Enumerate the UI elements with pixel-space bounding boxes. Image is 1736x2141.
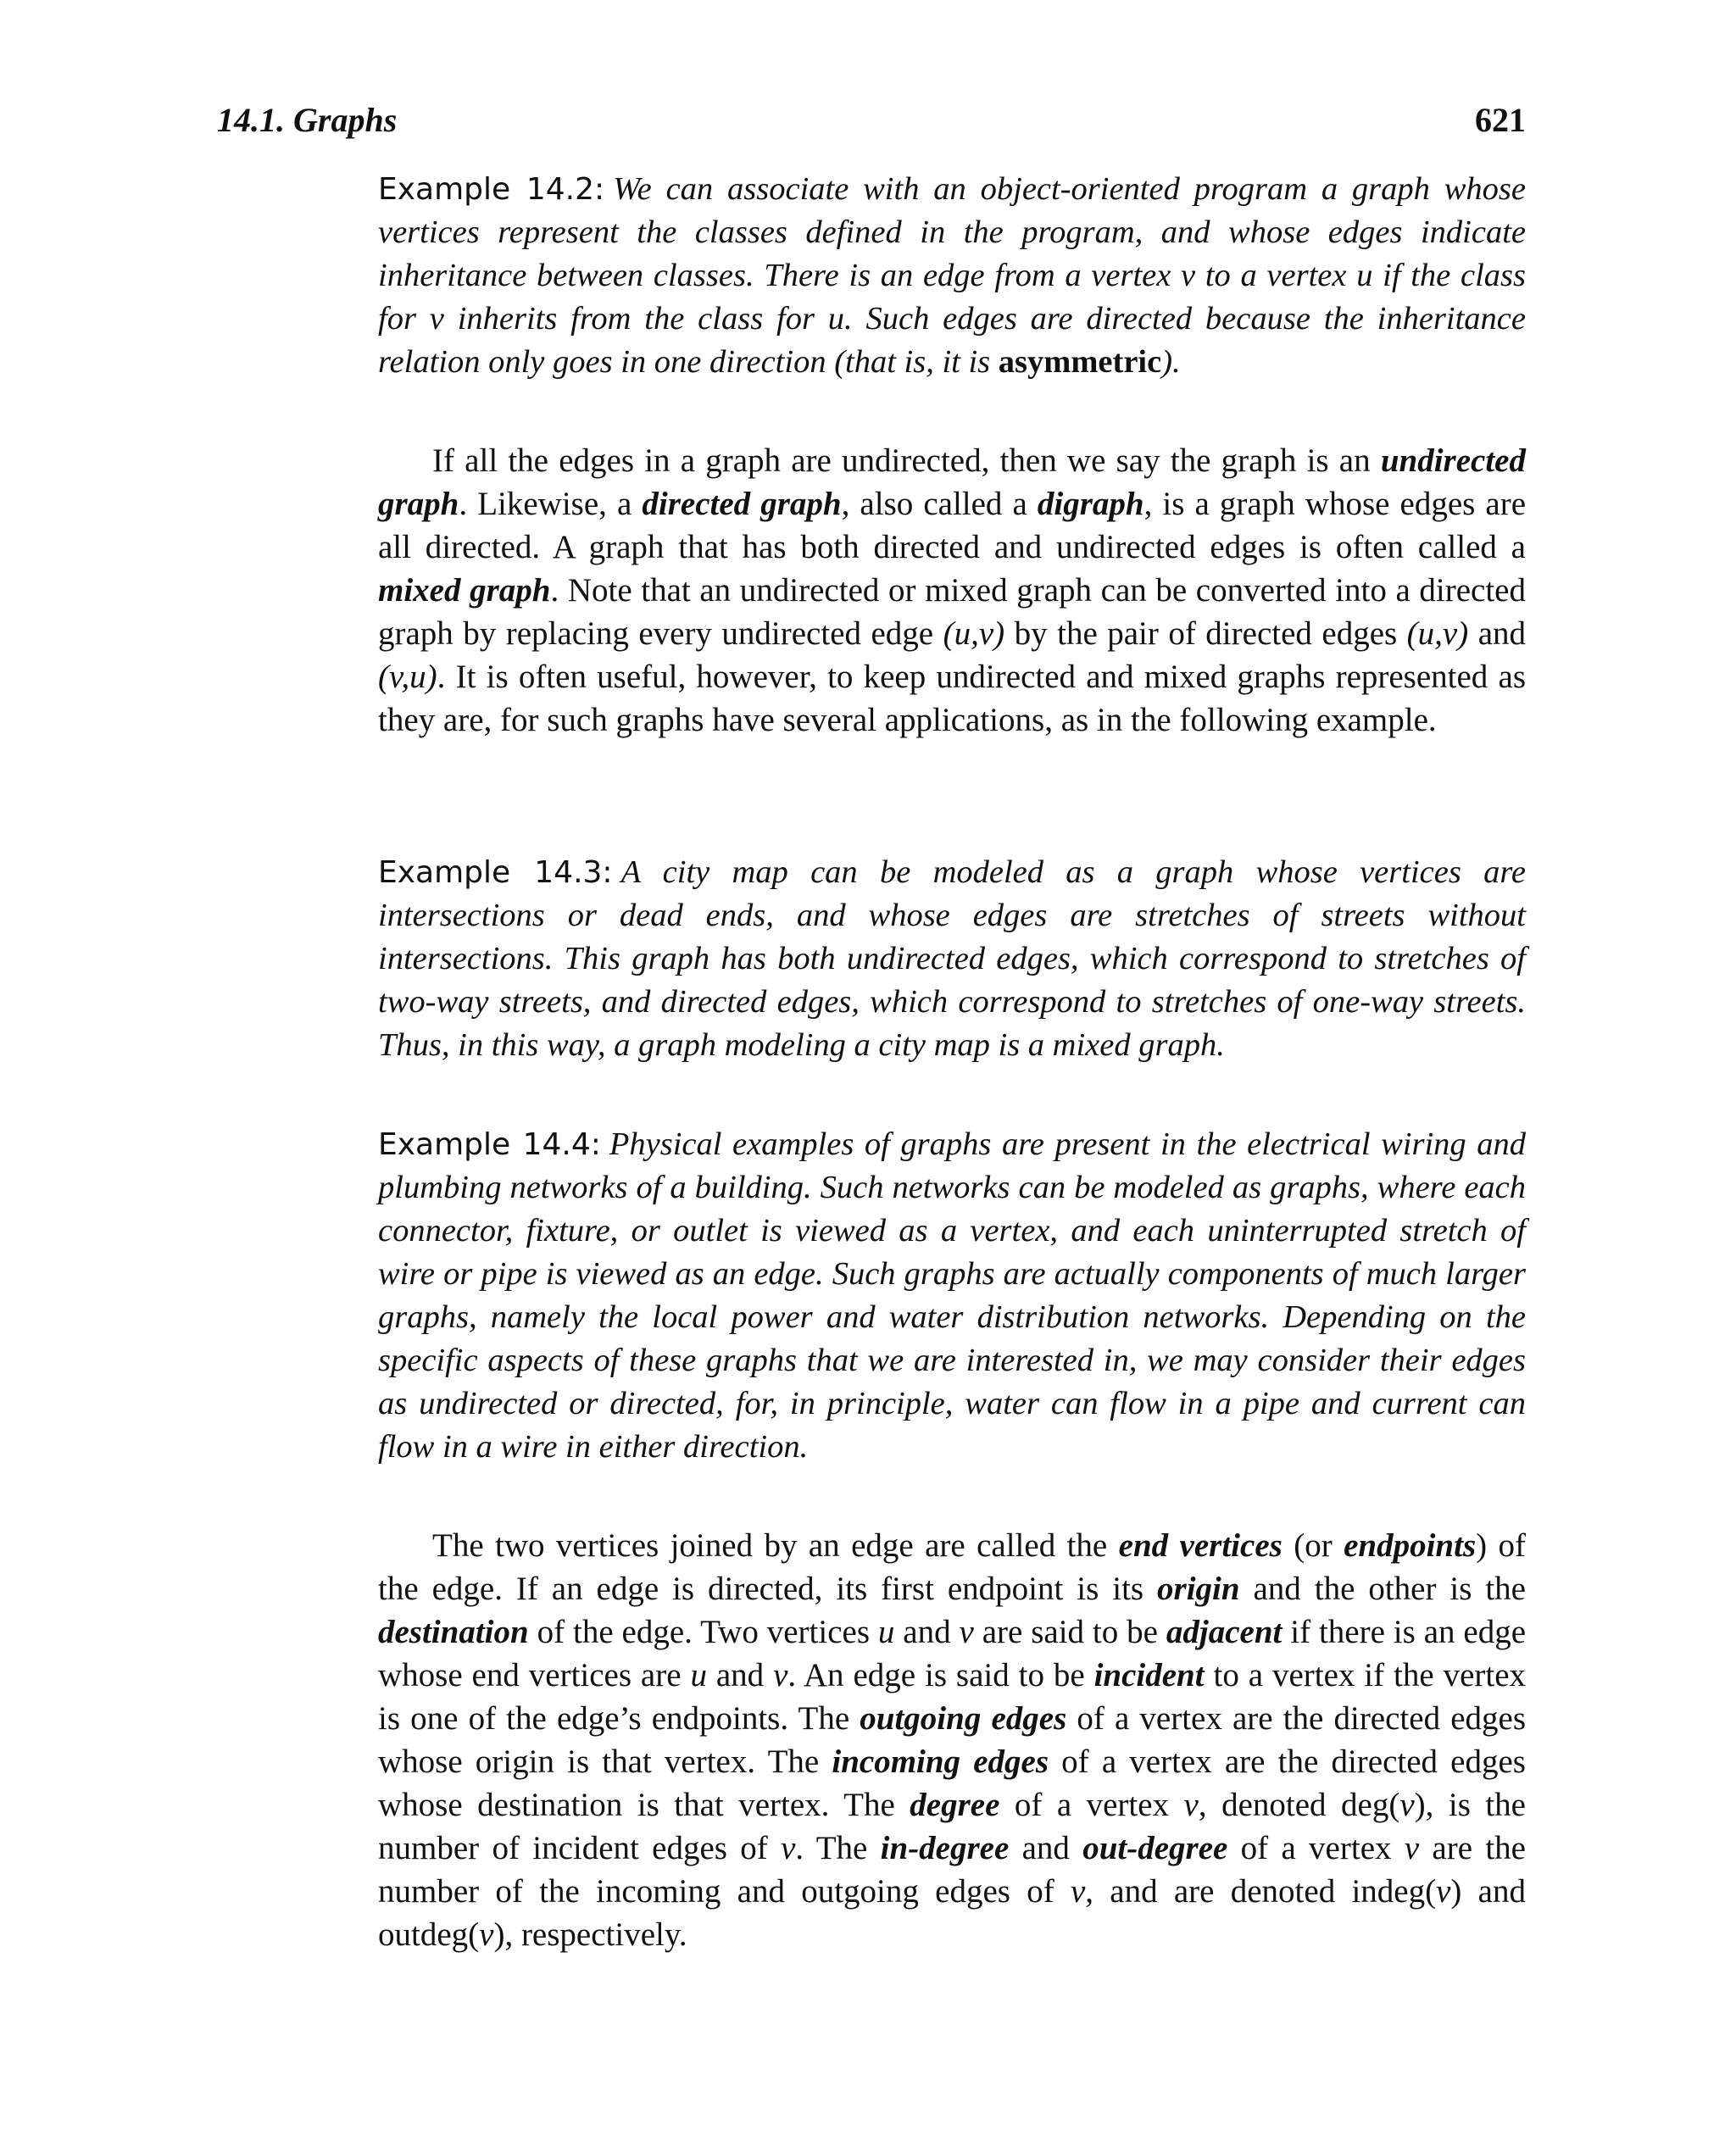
math-var: v — [1436, 1873, 1451, 1910]
text-run: by the pair of directed edges — [1004, 615, 1407, 652]
math-var: v — [781, 1830, 796, 1866]
term-end-vertices: end vertices — [1118, 1527, 1283, 1564]
text-run: A city map can be modeled as a graph whose vertices are intersections or dead ends, and whose edges are stretches of streets without intersections. This graph has both undirected edges, which correspond to stretches of two-way streets, and directed edges, which correspond to stretches of one-way streets. Thus, in this way, a graph modeling a city map is a mixed graph. — [378, 854, 1526, 1063]
math-edge: (u,v) — [1406, 615, 1469, 652]
term-directed-graph: directed graph — [642, 486, 842, 522]
term-outgoing-edges: outgoing edges — [860, 1700, 1067, 1737]
text-run: If all the edges in a graph are undirected, then we say the graph is an — [432, 442, 1381, 479]
text-run: are the number of the incoming and outgoing edges of — [378, 1830, 1526, 1910]
text-run: ), respectively. — [493, 1916, 687, 1953]
term-in-degree: in-degree — [880, 1830, 1010, 1866]
math-var: v — [1181, 258, 1196, 293]
text-run: of a vertex — [999, 1787, 1184, 1823]
text-run: , denoted deg( — [1198, 1787, 1400, 1823]
math-var: v — [959, 1614, 974, 1650]
math-var: u — [877, 1614, 895, 1650]
text-run: are said to be — [973, 1614, 1166, 1650]
math-edge: (u,v) — [943, 615, 1005, 652]
example-14-2 — [378, 168, 1526, 384]
text-run: if the class for — [378, 258, 1526, 336]
paragraph-vertex-definitions — [378, 1524, 1526, 1956]
term-origin: origin — [1157, 1571, 1240, 1607]
text-run: . The — [795, 1830, 881, 1866]
text-run: , and are denoted indeg( — [1085, 1873, 1437, 1910]
term-undirected-graph: undirected graph — [378, 442, 1526, 522]
term-out-degree: out-degree — [1082, 1830, 1228, 1866]
math-var: v — [1183, 1787, 1199, 1823]
page-number: 621 — [1475, 101, 1526, 139]
text-run: to a vertex if the vertex is one of the edge’s endpoints. The — [378, 1657, 1527, 1737]
example-label: Example 14.4: — [378, 1127, 601, 1162]
term-adjacent: adjacent — [1166, 1614, 1283, 1650]
text-run: and — [894, 1614, 960, 1650]
text-run: of a vertex are the directed edges whose destination is that vertex. The — [378, 1743, 1526, 1823]
math-var: v — [479, 1916, 494, 1953]
paragraph-graph-types — [378, 439, 1526, 742]
term-incoming-edges: incoming edges — [832, 1743, 1049, 1780]
math-var: v — [429, 301, 444, 336]
text-run: . Likewise, a — [459, 486, 643, 522]
bold-term: asymmetric — [998, 344, 1162, 380]
math-edge: (v,u) — [378, 659, 437, 695]
term-digraph: digraph — [1037, 486, 1144, 522]
text-run: ). — [1161, 344, 1181, 380]
text-run: of a vertex are the directed edges whose origin is that vertex. The — [378, 1700, 1526, 1780]
math-var: u — [690, 1657, 707, 1693]
example-14-3 — [378, 851, 1526, 1067]
text-run: if there is an edge whose end vertices are — [378, 1614, 1527, 1693]
text-run: of the edge. Two vertices — [528, 1614, 878, 1650]
text-run: to a vertex — [1195, 258, 1357, 293]
text-run: The two vertices joined by an edge are called the — [432, 1527, 1119, 1564]
text-run: . Note that an undirected or mixed graph can be converted into a directed graph by replacing every undirected edge — [378, 572, 1526, 652]
text-run: of a vertex — [1227, 1830, 1405, 1866]
text-run: , also called a — [841, 486, 1038, 522]
math-var: u — [827, 301, 845, 336]
page-header — [217, 100, 1526, 151]
text-run: and — [1468, 615, 1527, 652]
math-var: v — [1070, 1873, 1086, 1910]
text-run: and — [706, 1657, 774, 1693]
text-run: ) of the edge. If an edge is directed, its first endpoint is its — [378, 1527, 1527, 1607]
math-var: v — [773, 1657, 788, 1693]
text-run: and — [1009, 1830, 1083, 1866]
example-14-4 — [378, 1123, 1526, 1469]
math-var: v — [1404, 1830, 1420, 1866]
term-endpoints: endpoints — [1344, 1527, 1477, 1564]
math-var: u — [1356, 258, 1373, 293]
term-mixed-graph: mixed graph — [378, 572, 551, 609]
term-incident: incident — [1093, 1657, 1205, 1693]
text-run: . It is often useful, however, to keep undirected and mixed graphs represented as they are, for such graphs have several applications, as in the following example. — [378, 659, 1526, 738]
text-run: inherits from the class for — [443, 301, 828, 336]
example-label: Example 14.3: — [378, 855, 613, 890]
text-run: (or — [1282, 1527, 1344, 1564]
text-run: ) and outdeg( — [378, 1873, 1526, 1953]
term-destination: destination — [378, 1614, 529, 1650]
section-title: 14.1. Graphs — [217, 101, 398, 139]
text-run: . An edge is said to be — [787, 1657, 1094, 1693]
term-degree: degree — [910, 1787, 1000, 1823]
text-run: ), is the number of incident edges of — [378, 1787, 1526, 1866]
text-run: , is a graph whose edges are all directed. A graph that has both directed and undirected edges is often called a — [378, 486, 1526, 565]
text-run: . Such edges are directed because the inheritance relation only goes in one direction (that is, it is — [378, 301, 1526, 380]
text-run: and the other is the — [1239, 1571, 1526, 1607]
text-run: We can associate with an object-oriented program a graph whose vertices represent the classes defined in the program, and whose edges indicate inheritance between classes. There is an edge from a vertex — [378, 171, 1526, 293]
text-run: Physical examples of graphs are present in the electrical wiring and plumbing networks of a building. Such networks can be modeled as graphs, where each connector, fixture, or outlet is viewed as a vertex, and each uninterrupted stretch of wire or pipe is viewed as an edge. Such graphs are actually components of much larger graphs, namely the local power and water distribution networks. Depending on the specific aspects of these graphs that we are interested in, we may consider their edges as undirected or directed, for, in principle, water can flow in a pipe and current can flow in a wire in either direction. — [378, 1126, 1527, 1465]
math-var: v — [1399, 1787, 1415, 1823]
example-label: Example 14.2: — [378, 172, 605, 207]
